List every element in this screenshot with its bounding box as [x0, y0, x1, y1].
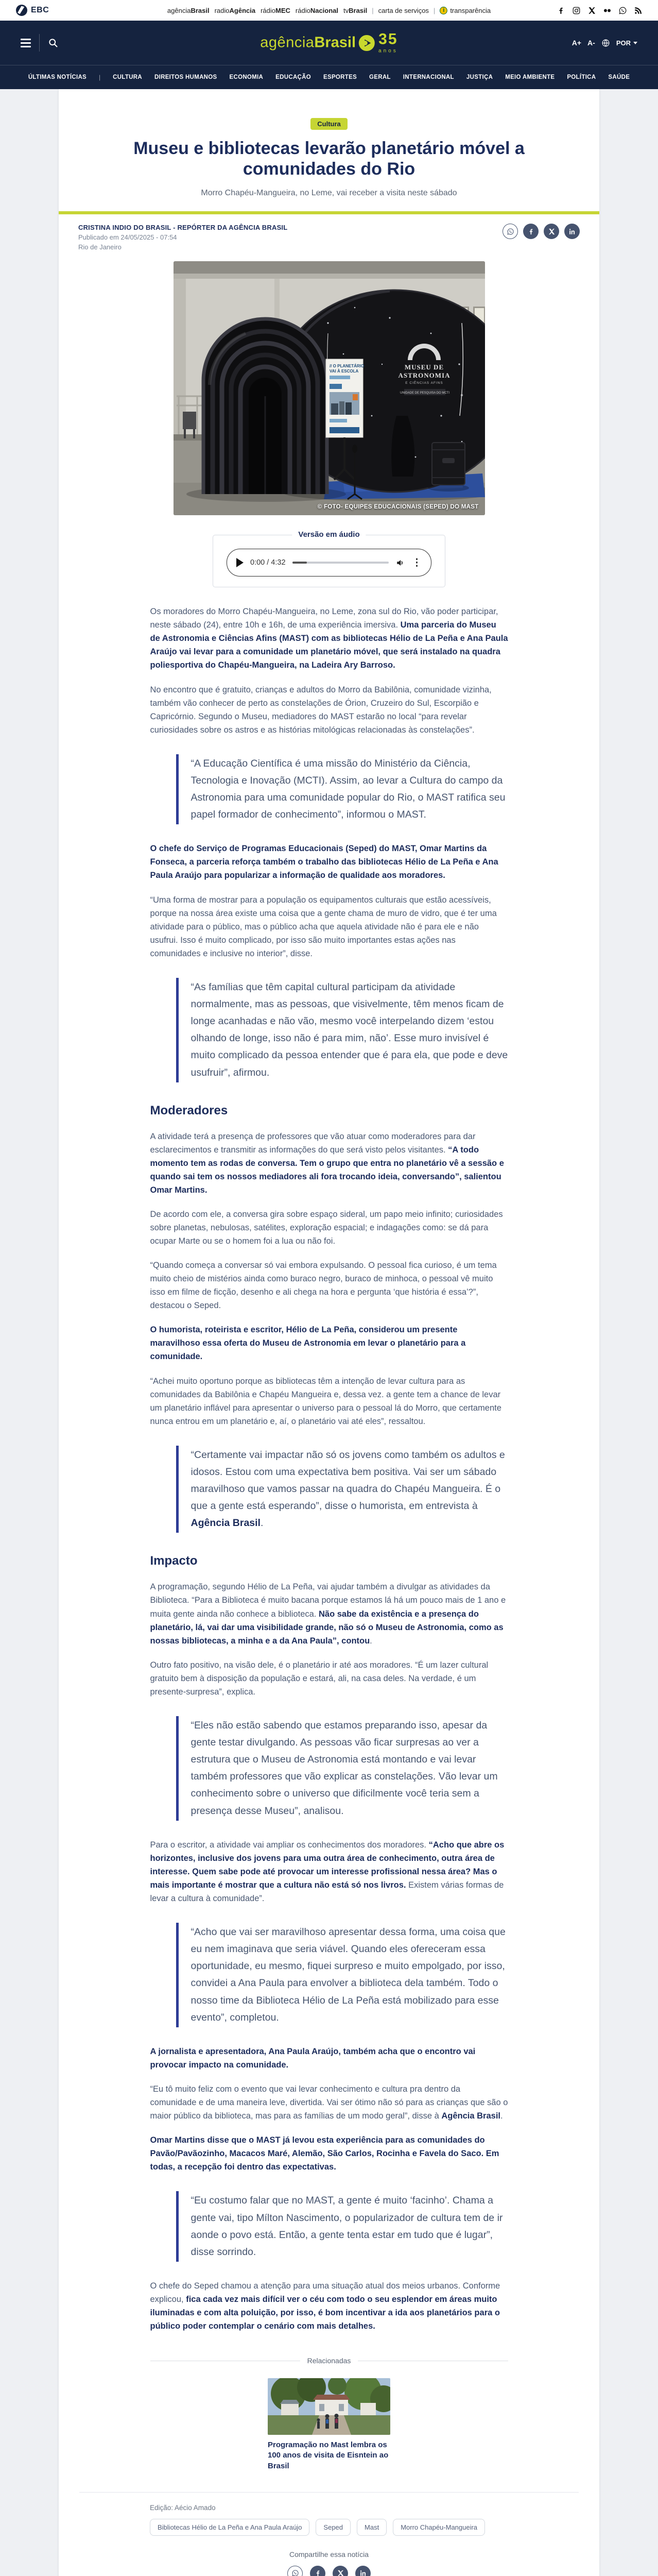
section-heading: Moderadores — [150, 1103, 228, 1117]
audio-player — [213, 530, 445, 587]
audio-time: 0:00 / 4:32 — [250, 558, 286, 567]
share-whatsapp-icon[interactable] — [287, 2566, 303, 2576]
tag-pill[interactable]: Seped — [316, 2519, 351, 2536]
logo-bold: Brasil — [314, 34, 356, 51]
transparency-icon: i — [440, 7, 447, 14]
article-paragraph: Para o escritor, a atividade vai ampliar os conhecimentos dos moradores. “Acho que abre os horizontes, inclusive dos jovens para uma outra área de conhecimento, outra área de interesse. Quem sabe pode até provocar um interesse profissional nessa área? Mas o mais importante é mostrar que a cultura não está só nos livros. Existem várias formas de levar a cultura à comunidade”. — [150, 1840, 505, 1903]
anniversary-number: 35 — [378, 30, 398, 48]
share-section — [59, 2536, 599, 2576]
article-quote: “Acho que vai ser maravilhoso apresentar dessa forma, uma coisa que eu nem imaginava que seria viável. Quando eles ofereceram essa oportunidade, eu mesmo, fiquei surpreso e muito empolgado, por isso, convidei a Ana Paula para envolver a biblioteca dela também. Todo o nosso time da Biblioteca Hélio de La Peña está mobilizado para esse evento”, completou. — [176, 1923, 508, 2027]
article-paragraph: O humorista, roteirista e escritor, Hélio de La Peña, considerou um presente maravilhoso essa oferta do Museu de Astronomia em levar o planetário para a comunidade. — [150, 1325, 466, 1362]
nav-item-geral[interactable]: GERAL — [369, 74, 391, 80]
ebc-logo-icon — [15, 4, 28, 16]
related-section — [150, 2357, 508, 2471]
article-paragraph: A programação, segundo Hélio de La Peña, vai ajudar também a divulgar as atividades da Biblioteca. “Para a Biblioteca é muito bacana porque estamos lá há um pouco mais de 1 ano e muita gente ainda não conhece a biblioteca. Não sabe da existência e a presença do planetário, lá, vai dar uma visibilidade grande, não só o Museu de Astronomia, como as nossas bibliotecas, a minha e a da Ana Paula”, contou. — [150, 1582, 506, 1646]
nav-item-educação[interactable]: EDUCAÇÃO — [275, 74, 311, 80]
ebc-logo[interactable] — [15, 4, 49, 16]
share-row-top — [503, 224, 580, 239]
anniversary-label: anos — [378, 48, 398, 54]
nav-item-economia[interactable]: ECONOMIA — [229, 74, 264, 80]
share-facebook-icon[interactable] — [523, 224, 539, 239]
chevron-down-icon — [633, 42, 637, 44]
share-linkedin-icon[interactable] — [355, 2566, 371, 2576]
article-paragraph: O chefe do Seped chamou a atenção para uma situação atual dos meios urbanos. Conforme explicou, fica cada vez mais difícil ver o céu com todo o seu esplendor em áreas muito iluminadas e com alta poluição, por isso, é bom incentivar a ida aos planetários para o público poder contemplar o cenário com mais detalhes. — [150, 2281, 500, 2331]
svg-text:VAI À ESCOLA: VAI À ESCOLA — [329, 369, 358, 374]
photo-credit: © FOTO- EQUIPES EDUCACIONAIS (SEPED) DO MAST — [317, 504, 479, 511]
audio-label: Versão em áudio — [292, 530, 366, 539]
svg-text:MUSEU DE: MUSEU DE — [404, 363, 444, 371]
article-paragraph: “Eu tô muito feliz com o evento que vai levar conhecimento e cultura pra dentro da comunidade e de uma maneira leve, divertida. Vai ser ótimo não só para as crianças que são o maior público da biblioteca, mas para as famílias de um modo geral”, disse à Agência Brasil. — [150, 2084, 508, 2121]
nav-divider: | — [99, 74, 101, 81]
article-paragraph: Outro fato positivo, na visão dele, é o planetário ir até aos moradores. “É um lazer cultural gratuito bem à disposição da população e estará, ali, na casa deles. Na verdade, é um presente-surpresa”, explica. — [150, 1660, 489, 1697]
nav-item-justiça[interactable]: JUSTIÇA — [466, 74, 493, 80]
svg-text:// O PLANETÁRIO: // O PLANETÁRIO — [329, 364, 364, 369]
whatsapp-icon[interactable] — [618, 6, 627, 15]
transparency-link[interactable] — [440, 7, 491, 14]
article-quote: “As famílias que têm capital cultural participam da atividade normalmente, mas as pessoas, que visivelmente, têm menos ficam de longe acanhadas e não vão, mesmo você interpelando dizem ‘estou olhando de longe, isso não é para mim, não’. Esse muro invisível é muito complicado da pessoa entender que é para ela, que pode e deve usufruir”, afirmou. — [176, 978, 508, 1082]
nav-item-internacional[interactable]: INTERNACIONAL — [403, 74, 454, 80]
share-row-bottom — [59, 2566, 599, 2576]
portal-link-nacional[interactable]: rádioNacional — [295, 6, 339, 14]
rss-icon[interactable] — [634, 6, 643, 15]
related-title: Programação no Mast lembra os 100 anos de visita de Eisntein ao Brasil — [268, 2441, 389, 2470]
published-date: Publicado em 24/05/2025 - 07:54 — [78, 233, 177, 242]
svg-text:E CIÊNCIAS AFINS: E CIÊNCIAS AFINS — [405, 381, 443, 385]
logo-mark-icon — [358, 34, 375, 52]
article-location: Rio de Janeiro — [78, 243, 122, 251]
tags-row — [59, 2512, 599, 2536]
logo-prefix: agência — [260, 34, 315, 51]
ebc-logo-text: EBC — [31, 6, 49, 14]
article-quote: “Eles não estão sabendo que estamos preparando isso, apesar da gente testar divulgando. As pessoas vão ficar surpresas ao ver a estrutura que o Museu de Astronomia está montando e vai levar também professores que vão explicar as constelações. Vão levar um conhecimento sobre o universo que dificilmente você teria sem a presença desse Museu”, analisou. — [176, 1716, 508, 1821]
audio-controls — [227, 549, 431, 577]
article-quote: “Eu costumo falar que no MAST, a gente é muito ‘facinho’. Chama a gente vai, tipo Mílton Nascimento, o popularizador de cultura tem de ir aonde o povo está. Então, a gente tenta estar em tudo que é lugar”, disse sorrindo. — [176, 2191, 508, 2262]
x-icon[interactable] — [587, 6, 596, 15]
portal-link-mec[interactable]: rádioMEC — [261, 6, 290, 14]
share-x-icon[interactable] — [544, 224, 559, 239]
audio-menu-button[interactable]: ⋮ — [412, 557, 422, 568]
topbar-social — [557, 6, 643, 15]
author-name: CRISTINA INDIO DO BRASIL - REPÓRTER DA AGÊNCIA BRASIL — [78, 224, 288, 232]
nav-item-meio-ambiente[interactable]: MEIO AMBIENTE — [505, 74, 555, 80]
page-title: Museu e bibliotecas levarão planetário móvel a comunidades do Rio — [133, 139, 525, 179]
related-heading: Relacionadas — [150, 2357, 508, 2365]
share-whatsapp-icon[interactable] — [503, 224, 518, 239]
tag-pill[interactable]: Morro Chapéu-Mangueira — [393, 2519, 485, 2536]
ebc-portal-links — [167, 7, 367, 14]
nav-item-direitos-humanos[interactable]: DIREITOS HUMANOS — [154, 74, 217, 80]
edition-credit: Edição: Aécio Amado — [150, 2503, 216, 2512]
share-facebook-icon[interactable] — [310, 2566, 325, 2576]
article-paragraph: A jornalista e apresentadora, Ana Paula Araújo, também acha que o encontro vai provocar impacto na comunidade. — [150, 2046, 476, 2070]
article-quote: “Certamente vai impactar não só os jovens como também os adultos e idosos. Estou com uma expectativa bem positiva. Vai ser um sábado maravilhoso que vamos passar na quadra do Chapéu Mangueira. É o que a gente está esperando”, disse o humorista, em entrevista à Agência Brasil. — [176, 1446, 508, 1533]
nav-item-política[interactable]: POLÍTICA — [567, 74, 596, 80]
audio-progress-fill — [292, 562, 307, 564]
article-paragraph: “Achei muito oportuno porque as bibliotecas têm a intenção de levar cultura para as comunidades da Babilônia e Chapéu Mangueira e, dessa vez. a gente tem a chance de levar um planetário inflável para apresentar o universo para o pessoal lá do Morro, que certamente nunca entrou em um planetário e, aí, o planetário vai até eles”, ressaltou. — [150, 1376, 501, 1426]
article-paragraph: “Uma forma de mostrar para a população os equipamentos culturais que estão acessíveis, porque na nossa área existe uma coisa que a gente chama de muro de vidro, que é ter uma atividade para o público, mas o público acha que aquela atividade não é para ele e não usufrui. Isso é muito complicado, por isso são muito importantes estas ações nas comunidades e inclusive no interior”, disse. — [150, 895, 497, 958]
share-x-icon[interactable] — [333, 2566, 348, 2576]
volume-icon[interactable] — [395, 558, 405, 568]
article-card — [59, 89, 599, 2576]
portal-link-agência[interactable]: radioAgência — [214, 6, 256, 14]
search-button[interactable] — [48, 38, 58, 48]
topbar-divider: | — [433, 6, 436, 14]
nav-item-saúde[interactable]: SAÚDE — [608, 74, 630, 80]
globe-icon — [601, 39, 610, 47]
share-linkedin-icon[interactable] — [564, 224, 580, 239]
portal-link-brasil[interactable]: tvBrasil — [343, 6, 368, 14]
topbar-divider: | — [372, 6, 374, 14]
agencia-brasil-logo[interactable] — [260, 32, 397, 54]
language-selector[interactable] — [616, 39, 637, 47]
services-link[interactable]: carta de serviços — [378, 6, 429, 14]
article-subtitle: Morro Chapéu-Mangueira, no Leme, vai receber a visita neste sábado — [201, 189, 457, 198]
article-body — [150, 605, 508, 2333]
article-quote: “A Educação Científica é uma missão do Ministério da Ciência, Tecnologia e Inovação (MCTI). Assim, ao levar a Cultura do campo da Astronomia para uma comunidade popular do Rio, o MAST ratifica seu papel formador de conhecimento”, informou o MAST. — [176, 754, 508, 825]
nav-item-esportes[interactable]: ESPORTES — [323, 74, 357, 80]
play-button[interactable] — [236, 558, 244, 567]
font-decrease-button[interactable]: A- — [587, 39, 595, 47]
article-paragraph: Omar Martins disse que o MAST já levou esta experiência para as comunidades do Pavão/Pavãozinho, Macacos Maré, Alemão, São Carlos, Rocinha e Favela do Saco. Em todas, a recepção foi dentro das expectativas. — [150, 2136, 499, 2172]
language-label: POR — [616, 39, 631, 47]
header-divider — [39, 34, 40, 52]
flickr-icon[interactable] — [603, 6, 612, 15]
ebc-portal-bar — [167, 7, 491, 14]
transparency-label: transparência — [450, 6, 491, 14]
article-paragraph: “Quando começa a conversar só vai embora expulsando. O pessoal fica curioso, é um tema muito cheio de mistérios ainda como buraco negro, buraco de minhoca, o pessoal vê muito isso em filme de ficção, desenho e ali chega na hora e pergunta ‘que história é essa’?”, destacou o Seped. — [150, 1261, 497, 1311]
article-paragraph: O chefe do Serviço de Programas Educacionais (Seped) do MAST, Omar Martins da Fonseca, a parceria reforça também o trabalho das bibliotecas Hélio de La Peña e Ana Paula Araújo para popularizar a informação de qualidade aos moradores. — [150, 844, 498, 880]
font-increase-button[interactable]: A+ — [572, 39, 582, 47]
ebc-topbar — [0, 0, 658, 21]
share-label: Compartilhe essa notícia — [289, 2550, 369, 2558]
nav-item-últimas-notícias[interactable]: ÚLTIMAS NOTÍCIAS — [28, 74, 87, 80]
tag-pill[interactable]: Bibliotecas Hélio de La Peña e Ana Paula Araújo — [150, 2519, 309, 2536]
menu-button[interactable] — [21, 39, 31, 47]
instagram-icon[interactable] — [572, 6, 581, 15]
related-thumbnail — [268, 2378, 390, 2435]
article-photo — [174, 261, 485, 515]
byline — [59, 214, 599, 253]
svg-text:UNIDADE DE PESQUISA DO MCTI: UNIDADE DE PESQUISA DO MCTI — [400, 392, 449, 395]
article-paragraph: A atividade terá a presença de professores que vão atuar como moderadores para dar esclarecimentos e transmitir as informações do que será visto pelos visitantes. “A todo momento tem as rodas de conversa. Tem o grupo que entra no planetário vê a sessão e quando sai tem os nossos mediadores ali fora trocando ideia, conversando”, salientou Omar Martins. — [150, 1131, 504, 1195]
article-paragraph: No encontro que é gratuito, crianças e adultos do Morro da Babilônia, comunidade vizinha, também vão conhecer de perto as constelações de Órion, Cruzeiro do Sul, Escorpião e Capricórnio. Segundo o Museu, mediadores do MAST estarão no local “para revelar curiosidades sobre os astros e as histórias mitológicas relacionadas às constelações”. — [150, 685, 492, 735]
related-card[interactable] — [268, 2378, 390, 2471]
section-heading: Impacto — [150, 1554, 198, 1568]
article-paragraph: Os moradores do Morro Chapéu-Mangueira, no Leme, zona sul do Rio, vão poder participar, neste sábado (24), entre 10h e 16h, de uma experiência imersiva. Uma parceria do Museu de Astronomia e Ciências Afins (MAST) com as bibliotecas Hélio de La Peña e Ana Paula Araújo vai levar para a comunidade um planetário móvel, que será instalado na quadra poliesportiva do Chapéu-Mangueira, na Ladeira Ary Barroso. — [150, 607, 508, 670]
facebook-icon[interactable] — [557, 6, 565, 15]
svg-text:ASTRONOMIA: ASTRONOMIA — [397, 371, 451, 380]
article-paragraph: De acordo com ele, a conversa gira sobre espaço sideral, um papo meio infinito; curiosidades sobre planetas, nebulosas, satélites, exploração espacial; e indagações como: se dá para ocupar Marte ou se o homem foi a lua ou não foi. — [150, 1209, 503, 1246]
site-header — [0, 21, 658, 65]
category-badge[interactable]: Cultura — [310, 118, 348, 130]
nav-item-cultura[interactable]: CULTURA — [113, 74, 142, 80]
tag-pill[interactable]: Mast — [357, 2519, 387, 2536]
audio-progress[interactable] — [292, 562, 389, 564]
planetarium-photo-illustration — [174, 261, 485, 515]
portal-link-brasil[interactable]: agênciaBrasil — [167, 6, 210, 14]
main-nav — [0, 65, 658, 89]
